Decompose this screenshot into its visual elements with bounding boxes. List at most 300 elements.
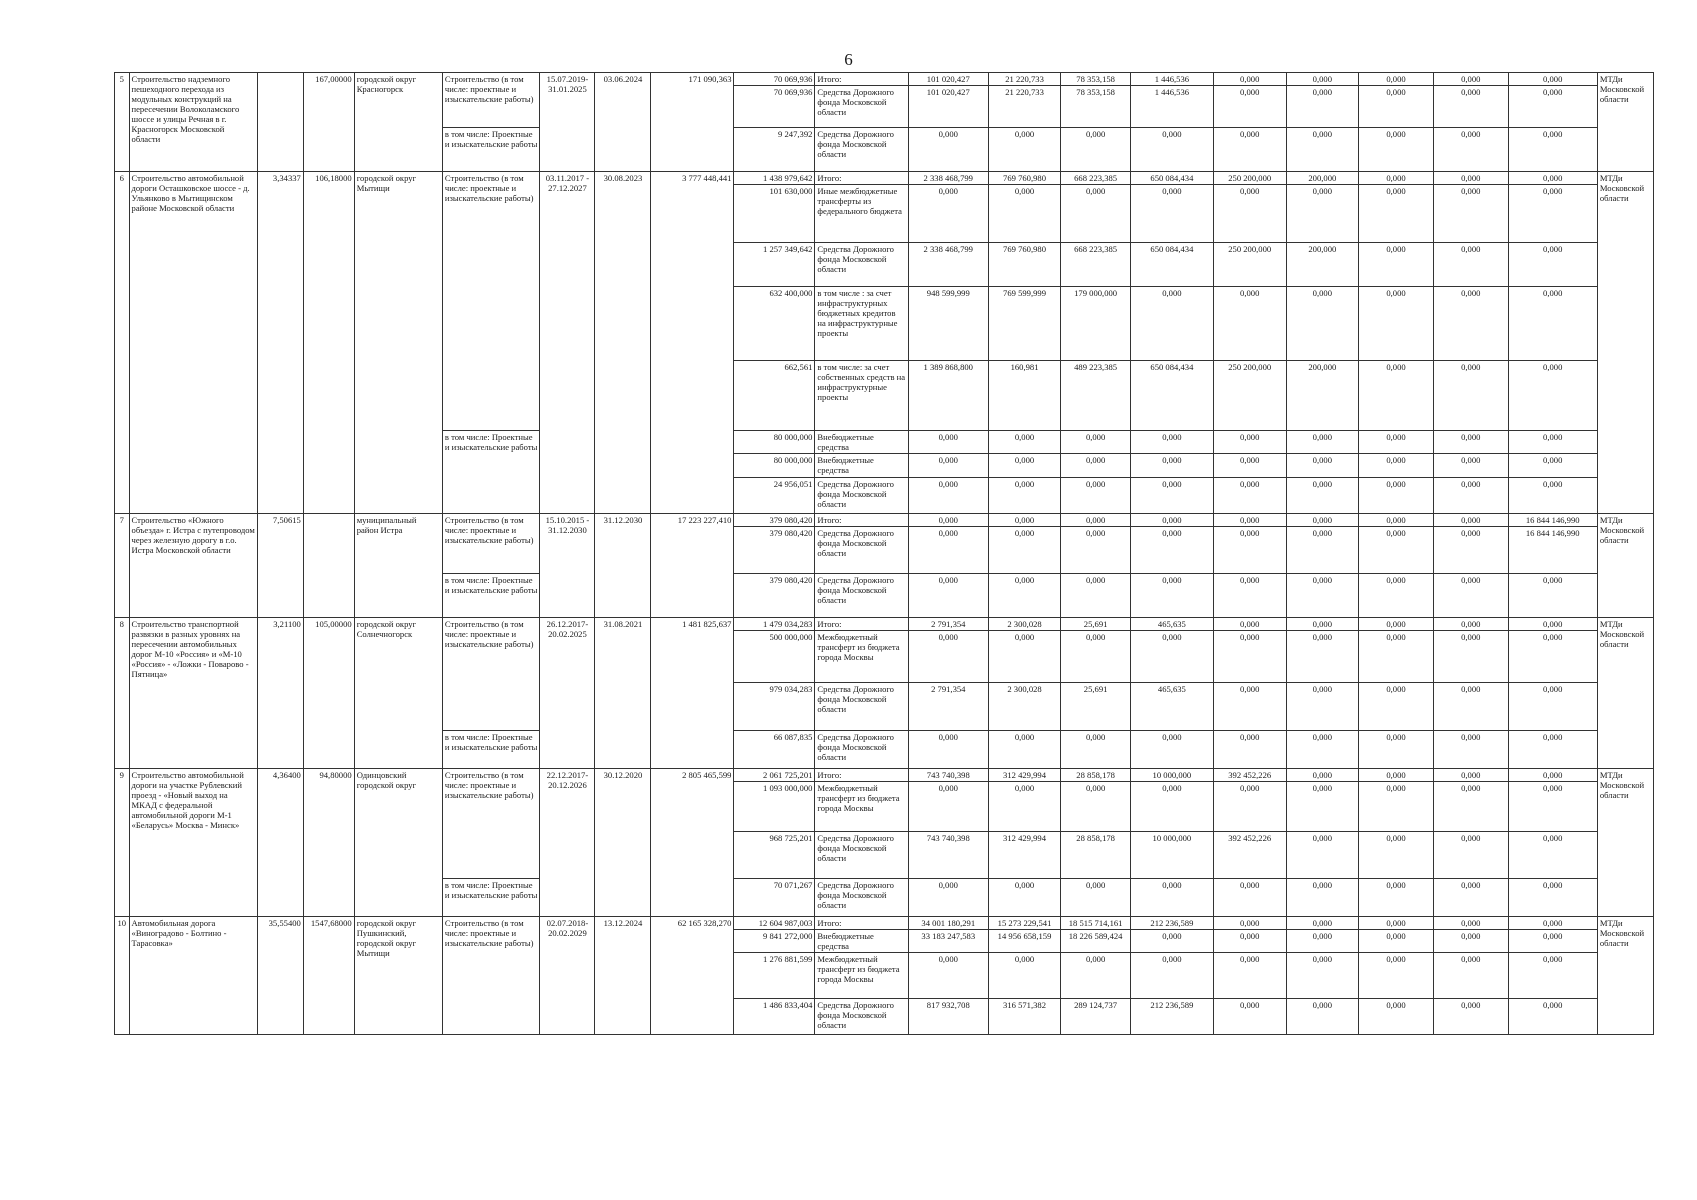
year-value: 0,000 <box>1286 769 1359 782</box>
project-period: 15.10.2015 - 31.12.2030 <box>540 514 595 618</box>
year-value: 0,000 <box>908 731 988 769</box>
year-value: 0,000 <box>1061 514 1131 527</box>
year-value: 0,000 <box>1359 683 1434 731</box>
year-value: 2 300,028 <box>988 683 1061 731</box>
year-value: 0,000 <box>1433 683 1508 731</box>
year-value: 0,000 <box>988 431 1061 454</box>
year-value: 0,000 <box>1359 618 1434 631</box>
year-value: 0,000 <box>1359 999 1434 1035</box>
year-value: 0,000 <box>1130 454 1213 478</box>
project-cost: 1 481 825,637 <box>651 618 734 769</box>
table-row <box>115 917 1654 930</box>
row-total: 9 841 272,000 <box>734 930 815 953</box>
funding-source: в том числе: за счет собственных средств на инфраструктурные проекты <box>815 361 908 431</box>
project-location: городской округ Пушкинский, городской округ Мытищи <box>354 917 442 1035</box>
year-value: 0,000 <box>1286 930 1359 953</box>
year-value: 650 084,434 <box>1130 243 1213 287</box>
funding-source: Средства Дорожного фонда Московской области <box>815 574 908 618</box>
year-value: 0,000 <box>1359 514 1434 527</box>
year-value: 0,000 <box>1213 574 1286 618</box>
year-value: 0,000 <box>1508 86 1597 128</box>
year-value: 212 236,589 <box>1130 917 1213 930</box>
work-subtype: в том числе: Проектные и изыскательские работы <box>442 128 540 172</box>
project-number: 5 <box>115 73 130 172</box>
year-value: 0,000 <box>1286 999 1359 1035</box>
row-total: 379 080,420 <box>734 574 815 618</box>
year-value: 0,000 <box>1130 185 1213 243</box>
year-value: 0,000 <box>1286 514 1359 527</box>
year-value: 0,000 <box>1508 243 1597 287</box>
year-value: 0,000 <box>1433 930 1508 953</box>
year-value: 0,000 <box>1433 953 1508 999</box>
year-value: 0,000 <box>1061 631 1131 683</box>
year-value: 34 001 180,291 <box>908 917 988 930</box>
year-value: 101 020,427 <box>908 73 988 86</box>
year-value: 0,000 <box>1130 287 1213 361</box>
funding-source: Средства Дорожного фонда Московской области <box>815 683 908 731</box>
year-value: 0,000 <box>1061 731 1131 769</box>
year-value: 10 000,000 <box>1130 832 1213 879</box>
year-value: 10 000,000 <box>1130 769 1213 782</box>
project-number: 9 <box>115 769 130 917</box>
project-length <box>258 73 304 172</box>
year-value: 0,000 <box>1213 185 1286 243</box>
year-value: 0,000 <box>1286 832 1359 879</box>
year-value: 650 084,434 <box>1130 361 1213 431</box>
row-total: 70 069,936 <box>734 73 815 86</box>
year-value: 465,635 <box>1130 618 1213 631</box>
year-value: 0,000 <box>988 782 1061 832</box>
work-subtype: в том числе: Проектные и изыскательские работы <box>442 431 540 514</box>
funding-source: Средства Дорожного фонда Московской области <box>815 86 908 128</box>
year-value: 0,000 <box>1213 631 1286 683</box>
row-total: 662,561 <box>734 361 815 431</box>
year-value: 0,000 <box>1286 917 1359 930</box>
funding-source: Средства Дорожного фонда Московской области <box>815 731 908 769</box>
year-value: 0,000 <box>1213 618 1286 631</box>
funding-source: Средства Дорожного фонда Московской области <box>815 879 908 917</box>
project-length: 3,34337 <box>258 172 304 514</box>
funding-source: Внебюджетные средства <box>815 930 908 953</box>
executor: МТДи Московской области <box>1597 172 1653 514</box>
year-value: 16 844 146,990 <box>1508 514 1597 527</box>
year-value: 2 300,028 <box>988 618 1061 631</box>
year-value: 200,000 <box>1286 172 1359 185</box>
year-value: 0,000 <box>1213 917 1286 930</box>
year-value: 0,000 <box>1508 953 1597 999</box>
year-value: 1 446,536 <box>1130 73 1213 86</box>
year-value: 0,000 <box>1359 879 1434 917</box>
year-value: 0,000 <box>1508 879 1597 917</box>
year-value: 78 353,158 <box>1061 86 1131 128</box>
year-value: 0,000 <box>1359 527 1434 574</box>
year-value: 1 446,536 <box>1130 86 1213 128</box>
year-value: 200,000 <box>1286 361 1359 431</box>
project-name: Строительство автомобильной дороги Осташковское шоссе - д. Ульянково в Мытищинском районе Московской области <box>129 172 258 514</box>
year-value: 101 020,427 <box>908 86 988 128</box>
project-number: 7 <box>115 514 130 618</box>
year-value: 0,000 <box>1213 128 1286 172</box>
year-value: 15 273 229,541 <box>988 917 1061 930</box>
year-value: 1 389 868,800 <box>908 361 988 431</box>
year-value: 0,000 <box>1359 431 1434 454</box>
year-value: 0,000 <box>1508 574 1597 618</box>
year-value: 0,000 <box>1130 731 1213 769</box>
year-value: 0,000 <box>988 953 1061 999</box>
year-value: 0,000 <box>1213 683 1286 731</box>
row-total: 12 604 987,003 <box>734 917 815 930</box>
funding-source: Итого: <box>815 172 908 185</box>
year-value: 0,000 <box>908 574 988 618</box>
row-total: 101 630,000 <box>734 185 815 243</box>
row-total: 70 071,267 <box>734 879 815 917</box>
year-value: 0,000 <box>1061 454 1131 478</box>
project-area: 167,00000 <box>303 73 354 172</box>
funding-source: Итого: <box>815 769 908 782</box>
year-value: 0,000 <box>1433 86 1508 128</box>
commissioning-date: 03.06.2024 <box>595 73 651 172</box>
year-value: 0,000 <box>1433 243 1508 287</box>
year-value: 0,000 <box>1213 86 1286 128</box>
year-value: 743 740,398 <box>908 769 988 782</box>
year-value: 14 956 658,159 <box>988 930 1061 953</box>
work-type: Строительство (в том числе: проектные и изыскательские работы) <box>442 172 540 431</box>
year-value: 18 515 714,161 <box>1061 917 1131 930</box>
project-area: 1547,68000 <box>303 917 354 1035</box>
row-total: 80 000,000 <box>734 431 815 454</box>
year-value: 0,000 <box>908 527 988 574</box>
work-type: Строительство (в том числе: проектные и изыскательские работы) <box>442 917 540 1035</box>
row-total: 9 247,392 <box>734 128 815 172</box>
year-value: 0,000 <box>1286 574 1359 618</box>
year-value: 743 740,398 <box>908 832 988 879</box>
year-value: 0,000 <box>1359 574 1434 618</box>
year-value: 0,000 <box>1213 287 1286 361</box>
year-value: 0,000 <box>1508 172 1597 185</box>
year-value: 0,000 <box>1508 999 1597 1035</box>
funding-source: Средства Дорожного фонда Московской области <box>815 527 908 574</box>
year-value: 0,000 <box>1433 782 1508 832</box>
year-value: 250 200,000 <box>1213 361 1286 431</box>
row-total: 70 069,936 <box>734 86 815 128</box>
year-value: 0,000 <box>1359 361 1434 431</box>
funding-source: Внебюджетные средства <box>815 454 908 478</box>
year-value: 0,000 <box>1433 73 1508 86</box>
row-total: 1 479 034,283 <box>734 618 815 631</box>
project-cost: 62 165 328,270 <box>651 917 734 1035</box>
funding-source: Средства Дорожного фонда Московской области <box>815 478 908 514</box>
year-value: 0,000 <box>1359 243 1434 287</box>
year-value: 0,000 <box>988 454 1061 478</box>
year-value: 0,000 <box>1508 769 1597 782</box>
year-value: 0,000 <box>908 454 988 478</box>
year-value: 0,000 <box>1359 631 1434 683</box>
funding-source: Итого: <box>815 514 908 527</box>
year-value: 21 220,733 <box>988 73 1061 86</box>
funding-source: Итого: <box>815 618 908 631</box>
year-value: 0,000 <box>1359 930 1434 953</box>
year-value: 0,000 <box>1130 431 1213 454</box>
funding-source: Средства Дорожного фонда Московской области <box>815 128 908 172</box>
year-value: 0,000 <box>1286 631 1359 683</box>
year-value: 0,000 <box>1213 782 1286 832</box>
year-value: 0,000 <box>1433 879 1508 917</box>
project-length: 35,55400 <box>258 917 304 1035</box>
year-value: 0,000 <box>1508 782 1597 832</box>
year-value: 0,000 <box>1213 514 1286 527</box>
year-value: 0,000 <box>1508 185 1597 243</box>
year-value: 0,000 <box>1359 917 1434 930</box>
year-value: 0,000 <box>1508 478 1597 514</box>
year-value: 312 429,994 <box>988 832 1061 879</box>
executor: МТДи Московской области <box>1597 917 1653 1035</box>
year-value: 0,000 <box>1061 185 1131 243</box>
row-total: 379 080,420 <box>734 514 815 527</box>
project-cost: 171 090,363 <box>651 73 734 172</box>
year-value: 21 220,733 <box>988 86 1061 128</box>
year-value: 0,000 <box>988 731 1061 769</box>
year-value: 212 236,589 <box>1130 999 1213 1035</box>
year-value: 769 760,980 <box>988 243 1061 287</box>
year-value: 25,691 <box>1061 683 1131 731</box>
year-value: 312 429,994 <box>988 769 1061 782</box>
year-value: 2 338 468,799 <box>908 172 988 185</box>
year-value: 0,000 <box>1130 953 1213 999</box>
year-value: 0,000 <box>1433 917 1508 930</box>
year-value: 0,000 <box>1213 999 1286 1035</box>
year-value: 650 084,434 <box>1130 172 1213 185</box>
table-body <box>115 73 1654 1035</box>
project-location: Одинцовский городской округ <box>354 769 442 917</box>
project-name: Строительство «Южного объезда» г. Истра с путепроводом через железную дорогу в г.о. Истра Московской области <box>129 514 258 618</box>
year-value: 0,000 <box>1433 287 1508 361</box>
year-value: 0,000 <box>988 478 1061 514</box>
year-value: 0,000 <box>1286 527 1359 574</box>
project-area: 105,00000 <box>303 618 354 769</box>
commissioning-date: 13.12.2024 <box>595 917 651 1035</box>
year-value: 0,000 <box>1508 631 1597 683</box>
funding-source: Средства Дорожного фонда Московской области <box>815 243 908 287</box>
year-value: 0,000 <box>1359 953 1434 999</box>
year-value: 0,000 <box>908 185 988 243</box>
project-length: 4,36400 <box>258 769 304 917</box>
year-value: 0,000 <box>1213 930 1286 953</box>
project-cost: 3 777 448,441 <box>651 172 734 514</box>
funding-source: Межбюджетный трансферт из бюджета города Москвы <box>815 782 908 832</box>
year-value: 0,000 <box>1286 431 1359 454</box>
year-value: 0,000 <box>1061 128 1131 172</box>
year-value: 0,000 <box>1359 769 1434 782</box>
year-value: 0,000 <box>1359 287 1434 361</box>
year-value: 28 858,178 <box>1061 769 1131 782</box>
work-subtype: в том числе: Проектные и изыскательские работы <box>442 574 540 618</box>
year-value: 0,000 <box>908 879 988 917</box>
funding-source: Иные межбюджетные трансферты из федерального бюджета <box>815 185 908 243</box>
year-value: 0,000 <box>1213 431 1286 454</box>
funding-source: Межбюджетный трансферт из бюджета города Москвы <box>815 631 908 683</box>
year-value: 0,000 <box>1061 879 1131 917</box>
year-value: 316 571,382 <box>988 999 1061 1035</box>
year-value: 668 223,385 <box>1061 172 1131 185</box>
row-total: 632 400,000 <box>734 287 815 361</box>
year-value: 0,000 <box>1286 879 1359 917</box>
project-cost: 17 223 227,410 <box>651 514 734 618</box>
year-value: 0,000 <box>988 527 1061 574</box>
year-value: 0,000 <box>1508 930 1597 953</box>
year-value: 0,000 <box>1286 287 1359 361</box>
year-value: 0,000 <box>1213 527 1286 574</box>
project-name: Строительство автомобильной дороги на участке Рублевский проезд - «Новый выход на МКАД с федеральной автомобильной дороги М-1 «Беларусь» Москва - Минск» <box>129 769 258 917</box>
year-value: 0,000 <box>1286 731 1359 769</box>
year-value: 0,000 <box>1433 631 1508 683</box>
year-value: 0,000 <box>1508 618 1597 631</box>
year-value: 0,000 <box>988 185 1061 243</box>
project-number: 10 <box>115 917 130 1035</box>
year-value: 489 223,385 <box>1061 361 1131 431</box>
year-value: 0,000 <box>988 631 1061 683</box>
executor: МТДи Московской области <box>1597 514 1653 618</box>
row-total: 1 257 349,642 <box>734 243 815 287</box>
year-value: 668 223,385 <box>1061 243 1131 287</box>
year-value: 0,000 <box>1359 185 1434 243</box>
year-value: 16 844 146,990 <box>1508 527 1597 574</box>
year-value: 0,000 <box>1508 361 1597 431</box>
year-value: 0,000 <box>908 782 988 832</box>
year-value: 0,000 <box>1359 73 1434 86</box>
year-value: 179 000,000 <box>1061 287 1131 361</box>
year-value: 0,000 <box>1130 782 1213 832</box>
year-value: 0,000 <box>1433 454 1508 478</box>
year-value: 2 338 468,799 <box>908 243 988 287</box>
year-value: 250 200,000 <box>1213 243 1286 287</box>
project-period: 03.11.2017 - 27.12.2027 <box>540 172 595 514</box>
year-value: 0,000 <box>1433 527 1508 574</box>
year-value: 948 599,999 <box>908 287 988 361</box>
year-value: 0,000 <box>1359 478 1434 514</box>
project-length: 3,21100 <box>258 618 304 769</box>
funding-source: Межбюджетный трансферт из бюджета города Москвы <box>815 953 908 999</box>
project-name: Строительство надземного пешеходного перехода из модульных конструкций на пересечении Волоколамского шоссе и улицы Речная в г. Красногорск Московской области <box>129 73 258 172</box>
year-value: 0,000 <box>908 631 988 683</box>
year-value: 0,000 <box>1433 478 1508 514</box>
year-value: 160,981 <box>988 361 1061 431</box>
year-value: 0,000 <box>1508 431 1597 454</box>
work-subtype: в том числе: Проектные и изыскательские работы <box>442 879 540 917</box>
year-value: 25,691 <box>1061 618 1131 631</box>
year-value: 0,000 <box>1433 832 1508 879</box>
year-value: 0,000 <box>1061 574 1131 618</box>
year-value: 0,000 <box>1433 172 1508 185</box>
project-location: городской округ Мытищи <box>354 172 442 514</box>
year-value: 2 791,354 <box>908 683 988 731</box>
investment-table <box>114 72 1654 1035</box>
row-total: 1 486 833,404 <box>734 999 815 1035</box>
year-value: 0,000 <box>1433 431 1508 454</box>
year-value: 0,000 <box>1508 454 1597 478</box>
year-value: 0,000 <box>1286 683 1359 731</box>
year-value: 0,000 <box>1286 478 1359 514</box>
project-cost: 2 805 465,599 <box>651 769 734 917</box>
commissioning-date: 30.12.2020 <box>595 769 651 917</box>
year-value: 392 452,226 <box>1213 769 1286 782</box>
year-value: 28 858,178 <box>1061 832 1131 879</box>
year-value: 0,000 <box>1130 574 1213 618</box>
year-value: 0,000 <box>1433 731 1508 769</box>
year-value: 0,000 <box>1359 454 1434 478</box>
year-value: 0,000 <box>908 514 988 527</box>
project-area: 106,18000 <box>303 172 354 514</box>
year-value: 0,000 <box>1061 527 1131 574</box>
row-total: 500 000,000 <box>734 631 815 683</box>
year-value: 0,000 <box>1286 454 1359 478</box>
year-value: 0,000 <box>1433 185 1508 243</box>
funding-source: в том числе : за счет инфраструктурных бюджетных кредитов на инфраструктурные проекты <box>815 287 908 361</box>
row-total: 968 725,201 <box>734 832 815 879</box>
project-location: городской округ Красногорск <box>354 73 442 172</box>
year-value: 0,000 <box>1433 574 1508 618</box>
year-value: 0,000 <box>1286 86 1359 128</box>
year-value: 200,000 <box>1286 243 1359 287</box>
year-value: 465,635 <box>1130 683 1213 731</box>
work-subtype: в том числе: Проектные и изыскательские работы <box>442 731 540 769</box>
year-value: 0,000 <box>1130 514 1213 527</box>
executor: МТДи Московской области <box>1597 618 1653 769</box>
page-number: 6 <box>844 50 853 69</box>
year-value: 0,000 <box>1213 879 1286 917</box>
work-type: Строительство (в том числе: проектные и изыскательские работы) <box>442 514 540 574</box>
row-total: 24 956,051 <box>734 478 815 514</box>
year-value: 18 226 589,424 <box>1061 930 1131 953</box>
year-value: 0,000 <box>1508 917 1597 930</box>
year-value: 817 932,708 <box>908 999 988 1035</box>
table-row <box>115 514 1654 527</box>
project-name: Автомобильная дорога «Виноградово - Болтино - Тарасовка» <box>129 917 258 1035</box>
funding-source: Средства Дорожного фонда Московской области <box>815 832 908 879</box>
year-value: 0,000 <box>1433 128 1508 172</box>
project-location: муниципальный район Истра <box>354 514 442 618</box>
funding-source: Внебюджетные средства <box>815 431 908 454</box>
year-value: 0,000 <box>988 128 1061 172</box>
year-value: 0,000 <box>1130 879 1213 917</box>
year-value: 769 599,999 <box>988 287 1061 361</box>
year-value: 0,000 <box>1359 86 1434 128</box>
year-value: 0,000 <box>1213 478 1286 514</box>
year-value: 0,000 <box>1433 999 1508 1035</box>
table-row <box>115 73 1654 86</box>
year-value: 0,000 <box>1286 185 1359 243</box>
table-row <box>115 618 1654 631</box>
commissioning-date: 31.12.2030 <box>595 514 651 618</box>
row-total: 1 438 979,642 <box>734 172 815 185</box>
year-value: 0,000 <box>908 128 988 172</box>
year-value: 289 124,737 <box>1061 999 1131 1035</box>
year-value: 0,000 <box>988 879 1061 917</box>
year-value: 0,000 <box>1433 514 1508 527</box>
year-value: 0,000 <box>1508 731 1597 769</box>
year-value: 0,000 <box>908 953 988 999</box>
project-area: 94,80000 <box>303 769 354 917</box>
row-total: 66 087,835 <box>734 731 815 769</box>
row-total: 1 093 000,000 <box>734 782 815 832</box>
year-value: 0,000 <box>1286 73 1359 86</box>
year-value: 0,000 <box>1508 287 1597 361</box>
project-number: 8 <box>115 618 130 769</box>
year-value: 0,000 <box>908 431 988 454</box>
year-value: 0,000 <box>1359 782 1434 832</box>
year-value: 0,000 <box>1508 683 1597 731</box>
work-type: Строительство (в том числе: проектные и изыскательские работы) <box>442 618 540 731</box>
year-value: 0,000 <box>1213 454 1286 478</box>
